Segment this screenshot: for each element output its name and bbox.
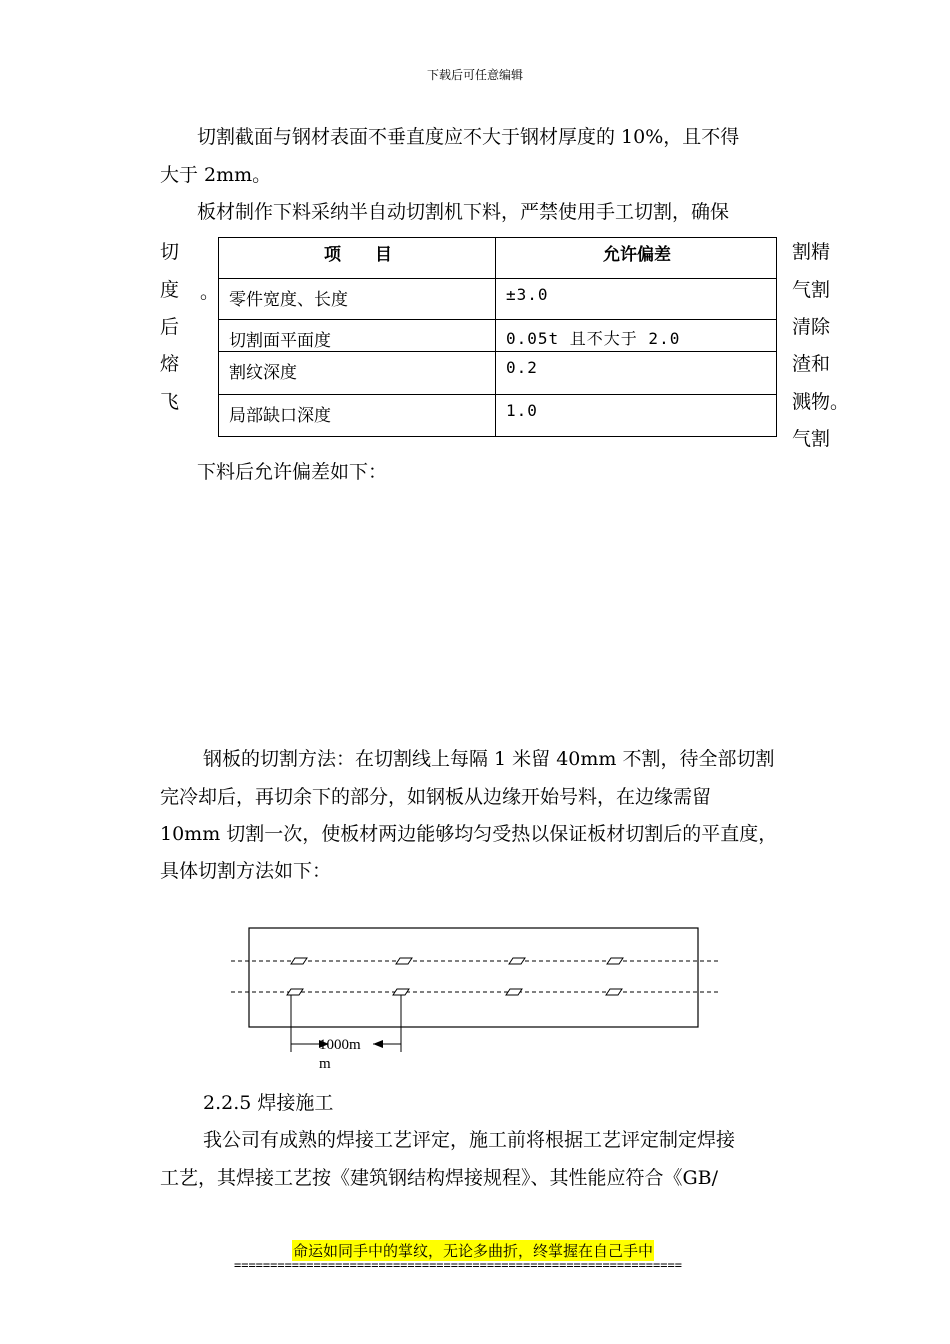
table-cell-value: 0.05t 且不大于 2.0 bbox=[496, 320, 777, 352]
uncut-gap-mark bbox=[509, 958, 525, 964]
footer-rule: ============================================================== bbox=[234, 1258, 682, 1272]
arrowhead-left bbox=[373, 1040, 383, 1048]
uncut-gap-mark bbox=[606, 989, 622, 995]
uncut-gap-mark bbox=[396, 958, 412, 964]
side-fragment-right: 气割 bbox=[792, 428, 831, 450]
side-fragment-left: 切 bbox=[160, 241, 180, 263]
paragraph-line: 工艺，其焊接工艺按《建筑钢结构焊接规程》、其性能应符合《GB/ bbox=[160, 1167, 719, 1189]
side-fragment-left: 度 bbox=[160, 279, 180, 301]
side-fragment-left: 飞 bbox=[160, 391, 180, 413]
steel-plate-outline bbox=[249, 928, 698, 1027]
side-fragment-left: 熔 bbox=[160, 353, 180, 375]
table-header-tolerance: 允许偏差 bbox=[496, 238, 777, 279]
table-cell-value: 1.0 bbox=[496, 395, 777, 437]
table-cell-value: ±3.0 bbox=[496, 279, 777, 320]
table-row bbox=[219, 395, 777, 437]
header-note: 下载后可任意编辑 bbox=[426, 68, 523, 82]
table-cell-item: 零件宽度、长度 bbox=[219, 279, 496, 320]
side-fragment-left: 后 bbox=[160, 316, 180, 338]
table-header-row bbox=[219, 238, 777, 279]
table-cell-value: 0.2 bbox=[496, 352, 777, 395]
side-fragment-dot: 。 bbox=[200, 281, 220, 303]
dimension-label: 1000m bbox=[319, 1037, 361, 1053]
side-fragment-right: 溅物。 bbox=[792, 391, 850, 413]
paragraph-line: 钢板的切割方法：在切割线上每隔 1 米留 40mm 不割，待全部切割 bbox=[203, 748, 775, 770]
paragraph-line: 下料后允许偏差如下： bbox=[197, 461, 388, 483]
section-heading: 2.2.5 焊接施工 bbox=[203, 1092, 334, 1114]
table-row bbox=[219, 279, 777, 320]
paragraph-line: 完冷却后，再切余下的部分，如钢板从边缘开始号料，在边缘需留 bbox=[160, 786, 712, 808]
table-cell-item: 局部缺口深度 bbox=[219, 395, 496, 437]
uncut-gap-mark bbox=[393, 989, 409, 995]
paragraph-line: 切割截面与钢材表面不垂直度应不大于钢材厚度的 10%，且不得 bbox=[197, 126, 740, 148]
tolerance-table bbox=[218, 237, 777, 437]
table-cell-item: 割纹深度 bbox=[219, 352, 496, 395]
side-fragment-right: 气割 bbox=[792, 279, 831, 301]
dimension-label-wrap: m bbox=[319, 1056, 331, 1072]
uncut-gap-mark bbox=[287, 989, 303, 995]
paragraph-line: 大于 2mm。 bbox=[160, 164, 272, 186]
side-fragment-right: 清除 bbox=[792, 316, 831, 338]
side-fragment-right: 割精 bbox=[792, 241, 831, 263]
uncut-gap-mark bbox=[291, 958, 307, 964]
uncut-gap-mark bbox=[506, 989, 522, 995]
table-header-item: 项 目 bbox=[219, 238, 496, 279]
paragraph-line: 具体切割方法如下： bbox=[160, 860, 332, 882]
side-fragment-right: 渣和 bbox=[792, 353, 831, 375]
cutting-method-diagram bbox=[225, 920, 725, 1080]
table-cell-item: 切割面平面度 bbox=[219, 320, 496, 352]
paragraph-line: 我公司有成熟的焊接工艺评定，施工前将根据工艺评定制定焊接 bbox=[203, 1129, 736, 1151]
footer-motto: 命运如同手中的掌纹，无论多曲折，终掌握在自己手中 bbox=[293, 1242, 654, 1260]
paragraph-line: 板材制作下料采纳半自动切割机下料，严禁使用手工切割，确保 bbox=[197, 201, 730, 223]
table-row bbox=[219, 320, 777, 352]
paragraph-line: 10mm 切割一次，使板材两边能够均匀受热以保证板材切割后的平直度， bbox=[160, 823, 778, 845]
table-row bbox=[219, 352, 777, 395]
uncut-gap-mark bbox=[607, 958, 623, 964]
